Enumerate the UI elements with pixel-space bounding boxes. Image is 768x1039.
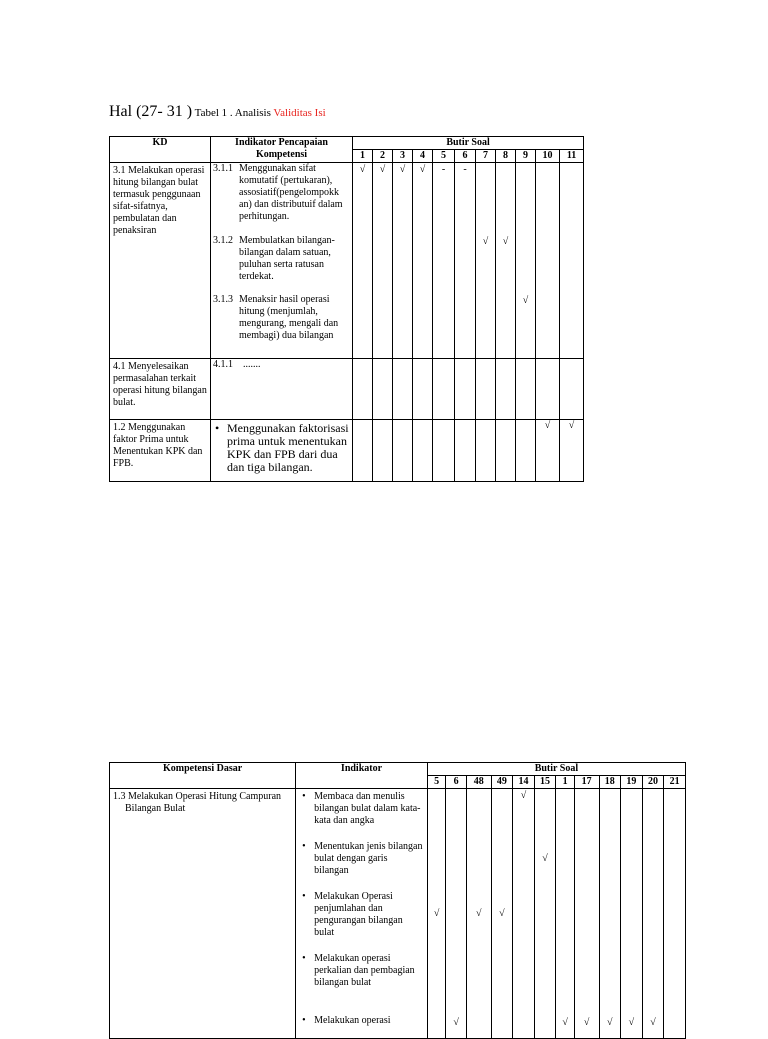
item-number: 1 [556,776,575,789]
mark-cell [373,420,393,482]
indicator-text: Menggunakan sifat komutatif (pertukaran), assosiatif(pengelompokk an) dan distributuif dalam perhitungan. [239,163,343,222]
indikator-cell [211,420,353,482]
table-row [110,163,584,359]
check-mark: - [463,164,467,175]
mark-cell [413,420,433,482]
kd-cell [110,789,296,1039]
indicator-text: Melakukan operasi perkalian dan pembagian bilangan bulat [314,953,415,988]
check-mark: √ [453,1017,459,1028]
mark-cell [534,789,556,1039]
bullet-icon: • [302,841,306,852]
kd-text: 3.1 Melakukan operasi hitung bilangan bulat termasuk penggunaan sifat-sifatnya, pembulatan dan penaksiran [113,165,205,236]
mark-cell [513,789,535,1039]
mark-cell [642,789,664,1039]
item-number: 48 [466,776,491,789]
item-number: 5 [427,776,446,789]
document-heading [109,103,326,121]
indikator-cell [211,359,353,420]
indicator-text: Melakukan operasi [314,1015,391,1026]
item-number: 10 [536,150,560,163]
mark-cell [433,163,455,359]
header-butir-soal: Butir Soal [353,137,584,150]
mark-cell [516,420,536,482]
indicator-text: ....... [243,359,261,370]
item-number: 9 [516,150,536,163]
mark-cell [536,163,560,359]
mark-cell [476,420,496,482]
mark-cell [433,420,455,482]
page-range: Hal (27- 31 ) [109,103,193,120]
item-number: 21 [664,776,686,789]
bullet-icon: • [302,891,306,902]
check-mark: √ [522,295,529,306]
item-number: 20 [642,776,664,789]
mark-cell [491,789,513,1039]
check-mark: √ [433,908,440,919]
item-number: 14 [513,776,535,789]
indicator-text: Membulatkan bilangan-bilangan dalam satuan, puluhan serta ratusan terdekat. [239,235,335,282]
header-indikator: Indikator [296,763,428,789]
mark-cell [621,789,643,1039]
kd-text: 1.3 Melakukan Operasi Hitung Campuran Bilangan Bulat [113,791,282,814]
check-mark: √ [359,164,366,175]
mark-cell [373,163,393,359]
table-row [110,789,686,1039]
check-mark: √ [542,853,548,864]
table-caption: Tabel 1 . Analisis [192,107,274,119]
indicator-code: 4.1.1 [213,359,233,370]
indicator-code: 3.1.3 [213,294,233,305]
item-number: 4 [413,150,433,163]
mark-cell [556,789,575,1039]
item-number: 11 [560,150,584,163]
mark-cell [516,163,536,359]
item-number: 15 [534,776,556,789]
header-butir-soal: Butir Soal [427,763,685,776]
check-mark: √ [502,236,509,247]
mark-cell [496,163,516,359]
item-number: 5 [433,150,455,163]
check-mark: √ [482,236,489,247]
check-mark: √ [583,1017,590,1028]
validity-table-2 [109,762,686,1039]
mark-cell [353,420,373,482]
item-number: 18 [599,776,621,789]
table-row [110,359,584,420]
mark-cell [496,420,516,482]
caption-highlight: Validitas Isi [273,107,326,119]
indicator-text: Menggunakan faktorisasi prima untuk menentukan KPK dan FPB dari dua dan tiga bilangan. [227,421,349,474]
item-number: 19 [621,776,643,789]
mark-cell [574,789,599,1039]
indikator-cell [296,789,428,1039]
indicator-text: Menaksir hasil operasi hitung (menjumlah, mengurang, mengali dan membagi) dua bilangan [239,294,339,341]
check-mark: √ [399,164,406,175]
indicator-code: 3.1.1 [213,163,233,174]
header-kd: KD [110,137,211,163]
indicator-text: Melakukan Operasi penjumlahan dan pengurangan bilangan bulat [314,891,403,938]
kd-cell [110,420,211,482]
check-mark: √ [628,1017,635,1028]
mark-cell [455,163,476,359]
mark-cell [393,163,413,359]
check-mark: √ [562,1017,568,1028]
mark-cell [664,789,686,1039]
indicator-text: Membaca dan menulis bilangan bulat dalam kata-kata dan angka [314,791,421,826]
item-number: 3 [393,150,413,163]
mark-cell: √ [560,420,584,482]
kd-cell [110,359,211,420]
kd-text: 1.2 Menggunakan faktor Prima untuk Menentukan KPK dan FPB. [113,422,203,469]
header-kompetensi-dasar: Kompetensi Dasar [110,763,296,789]
mark-cell [427,789,446,1039]
mark-cell [446,789,467,1039]
check-mark: √ [650,1017,656,1028]
mark-cell [393,420,413,482]
mark-cell [466,789,491,1039]
item-number: 49 [491,776,513,789]
item-number: 6 [446,776,467,789]
check-mark: √ [475,908,482,919]
item-number: 1 [353,150,373,163]
check-mark: √ [607,1017,613,1028]
mark-cell [599,789,621,1039]
item-number: 7 [476,150,496,163]
check-mark: √ [379,164,386,175]
bullet-icon: • [302,1015,306,1026]
mark-cell: √ [536,420,560,482]
kd-text: 4.1 Menyelesaikan permasalahan terkait operasi hitung bilangan bulat. [113,361,207,408]
header-indikator: Indikator Pencapaian Kompetensi [211,137,353,163]
mark-cell [413,163,433,359]
mark-cell [455,420,476,482]
item-number: 17 [574,776,599,789]
bullet-icon: • [302,791,306,802]
table-row [110,420,584,482]
item-number: 6 [455,150,476,163]
bullet-icon: • [302,953,306,964]
item-number: 2 [373,150,393,163]
check-mark: √ [499,908,505,919]
bullet-icon: • [215,421,220,435]
indikator-cell [211,163,353,359]
mark-cell [353,163,373,359]
kd-cell [110,163,211,359]
indicator-code: 3.1.2 [213,235,233,246]
mark-cell [560,163,584,359]
check-mark: √ [520,790,527,801]
indicator-text: Menentukan jenis bilangan bulat dengan garis bilangan [314,841,423,876]
check-mark: √ [419,164,426,175]
mark-cell [476,163,496,359]
validity-table-1 [109,136,584,482]
item-number: 8 [496,150,516,163]
check-mark: - [441,164,446,175]
